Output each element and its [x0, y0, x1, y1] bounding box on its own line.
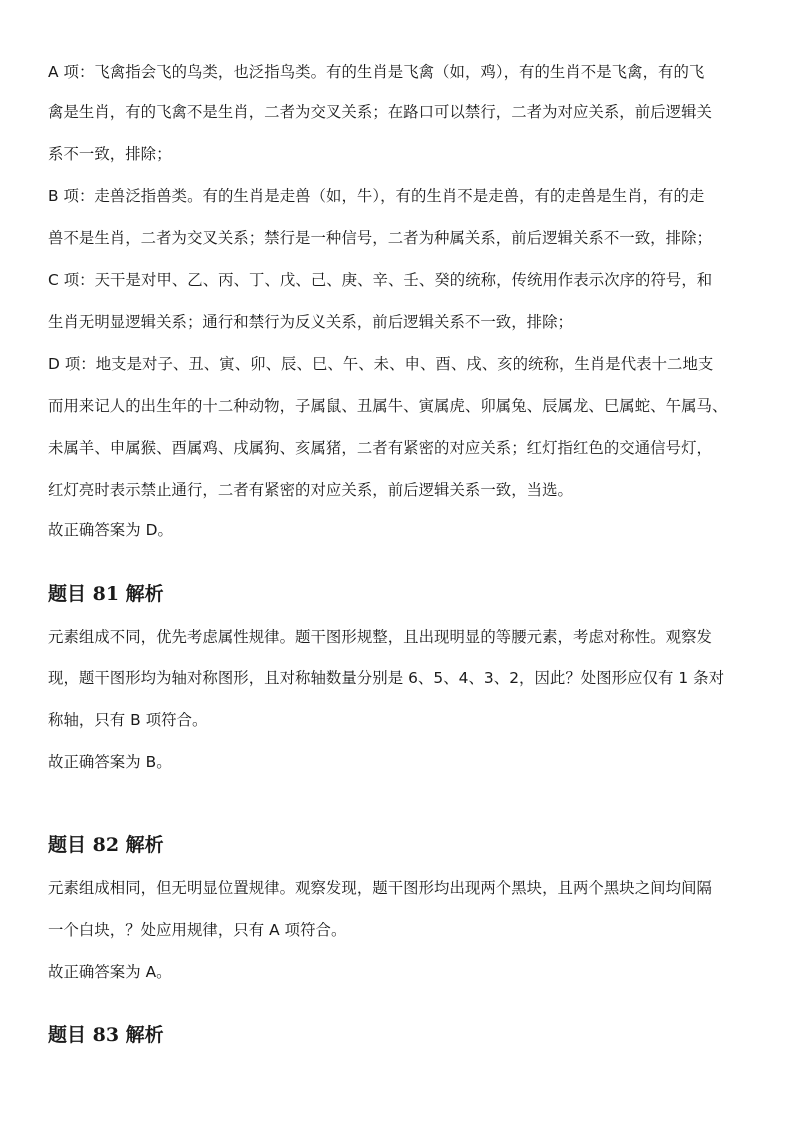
- text-line: 系不一致，排除；: [48, 145, 172, 163]
- text-line: B 项：走兽泛指兽类。有的生肖是走兽（如，牛），有的生肖不是走兽，有的走兽是生肖，有的走: [48, 187, 705, 205]
- answer-line: 故正确答案为 D。: [48, 521, 173, 539]
- text-line: A 项：飞禽指会飞的鸟类，也泛指鸟类。有的生肖是飞禽（如，鸡），有的生肖不是飞禽，有的飞: [48, 63, 705, 81]
- text-line: 一个白块，？处应用规律，只有 A 项符合。: [48, 921, 347, 939]
- text-line: 红灯亮时表示禁止通行，二者有紧密的对应关系，前后逻辑关系一致，当选。: [48, 481, 573, 499]
- text-line: 称轴，只有 B 项符合。: [48, 711, 208, 729]
- answer-line: 故正确答案为 A。: [48, 963, 172, 981]
- text-line: 生肖无明显逻辑关系；通行和禁行为反义关系，前后逻辑关系不一致，排除；: [48, 313, 573, 331]
- section-heading: 题目 81 解析: [48, 583, 164, 605]
- text-line: 而用来记人的出生年的十二种动物，子属鼠、丑属牛、寅属虎、卯属兔、辰属龙、巳属蛇、午属马、: [48, 397, 728, 415]
- answer-line: 故正确答案为 B。: [48, 753, 172, 771]
- text-line: 兽不是生肖，二者为交叉关系；禁行是一种信号，二者为种属关系，前后逻辑关系不一致，排除；: [48, 229, 712, 247]
- text-line: D 项：地支是对子、丑、寅、卯、辰、巳、午、未、申、酉、戌、亥的统称，生肖是代表十二地支: [48, 355, 714, 373]
- text-line: 现，题干图形均为轴对称图形，且对称轴数量分别是 6、5、4、3、2，因此？处图形应仅有 1 条对: [48, 669, 725, 687]
- text-line: 禽是生肖，有的飞禽不是生肖，二者为交叉关系；在路口可以禁行，二者为对应关系，前后逻辑关: [48, 103, 712, 121]
- text-line: 元素组成不同，优先考虑属性规律。题干图形规整，且出现明显的等腰元素，考虑对称性。观察发: [48, 628, 712, 646]
- text-line: 未属羊、申属猴、酉属鸡、戌属狗、亥属猪，二者有紧密的对应关系；红灯指红色的交通信号灯，: [48, 439, 712, 457]
- text-line: C 项：天干是对甲、乙、丙、丁、戊、己、庚、辛、壬、癸的统称，传统用作表示次序的符号，和: [48, 271, 713, 289]
- text-line: 元素组成相同，但无明显位置规律。观察发现，题干图形均出现两个黑块，且两个黑块之间均间隔: [48, 879, 712, 897]
- section-heading: 题目 82 解析: [48, 834, 164, 856]
- section-heading: 题目 83 解析: [48, 1024, 164, 1046]
